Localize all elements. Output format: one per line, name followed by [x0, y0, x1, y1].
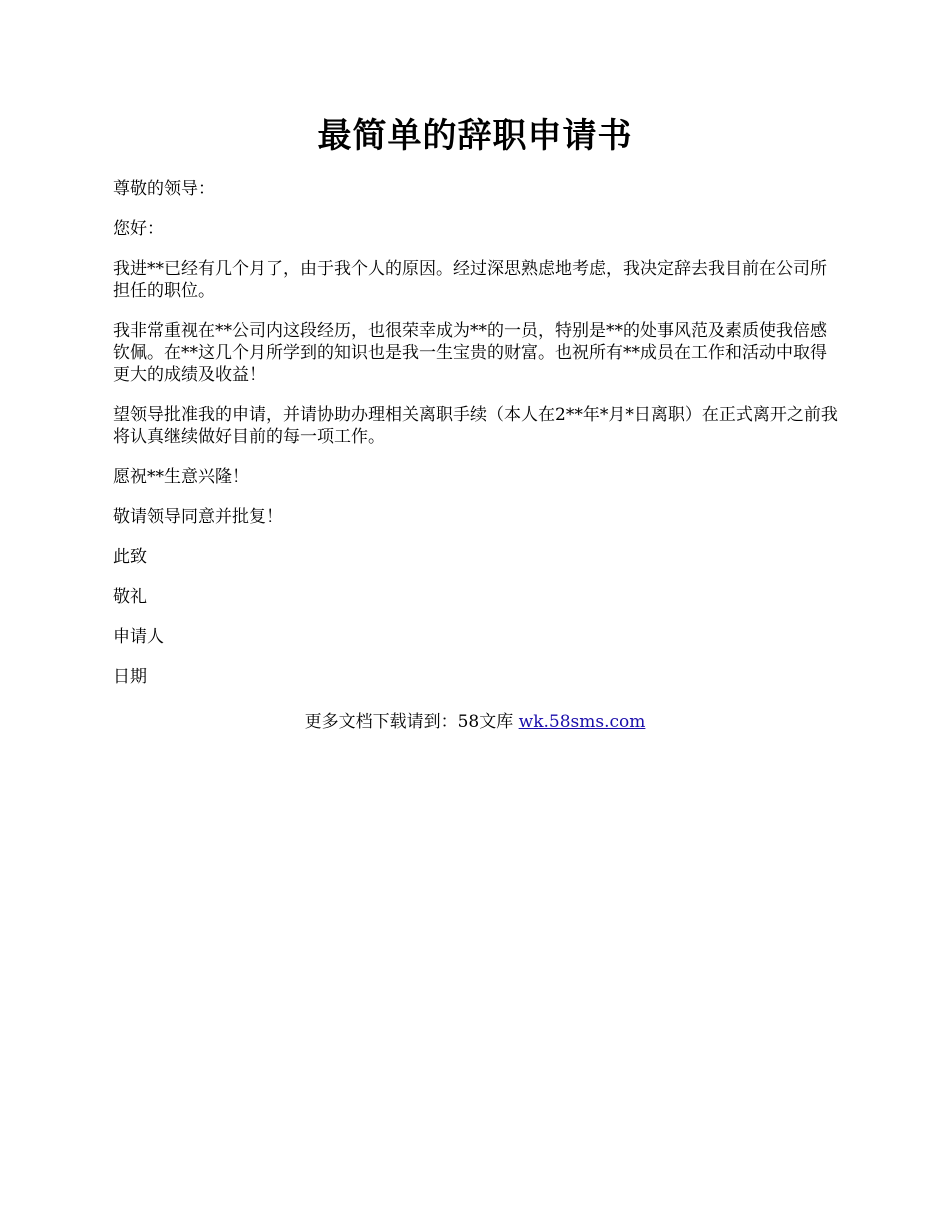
footer-text: 更多文档下载请到：58文库	[304, 712, 514, 732]
date-line: 日期	[113, 667, 147, 687]
body-paragraph: 望领导批准我的申请，并请协助办理相关离职手续（本人在2**年*月*日离职）在正式离开之前我将认真继续做好目前的每一项工作。	[113, 405, 838, 447]
greeting: 您好：	[113, 219, 164, 239]
document-body	[113, 178, 841, 706]
closing-line: 此致	[113, 547, 147, 567]
body-paragraph: 我非常重视在**公司内这段经历，也很荣幸成为**的一员，特别是**的处事风范及素质使我倍感钦佩。在**这几个月所学到的知识也是我一生宝贵的财富。也祝所有**成员在工作和活动中取得更大的成绩及收益！	[113, 321, 827, 385]
regards-line: 敬礼	[113, 587, 147, 607]
wish-line: 愿祝**生意兴隆！	[113, 467, 249, 487]
footer-link[interactable]: wk.58sms.com	[518, 712, 646, 732]
salutation: 尊敬的领导：	[113, 179, 215, 199]
download-footer	[0, 710, 950, 734]
applicant-line: 申请人	[113, 627, 164, 647]
document-title: 最简单的辞职申请书	[317, 116, 633, 156]
request-line: 敬请领导同意并批复！	[113, 507, 283, 527]
body-paragraph: 我进**已经有几个月了，由于我个人的原因。经过深思熟虑地考虑，我决定辞去我目前在公司所担任的职位。	[113, 259, 827, 301]
